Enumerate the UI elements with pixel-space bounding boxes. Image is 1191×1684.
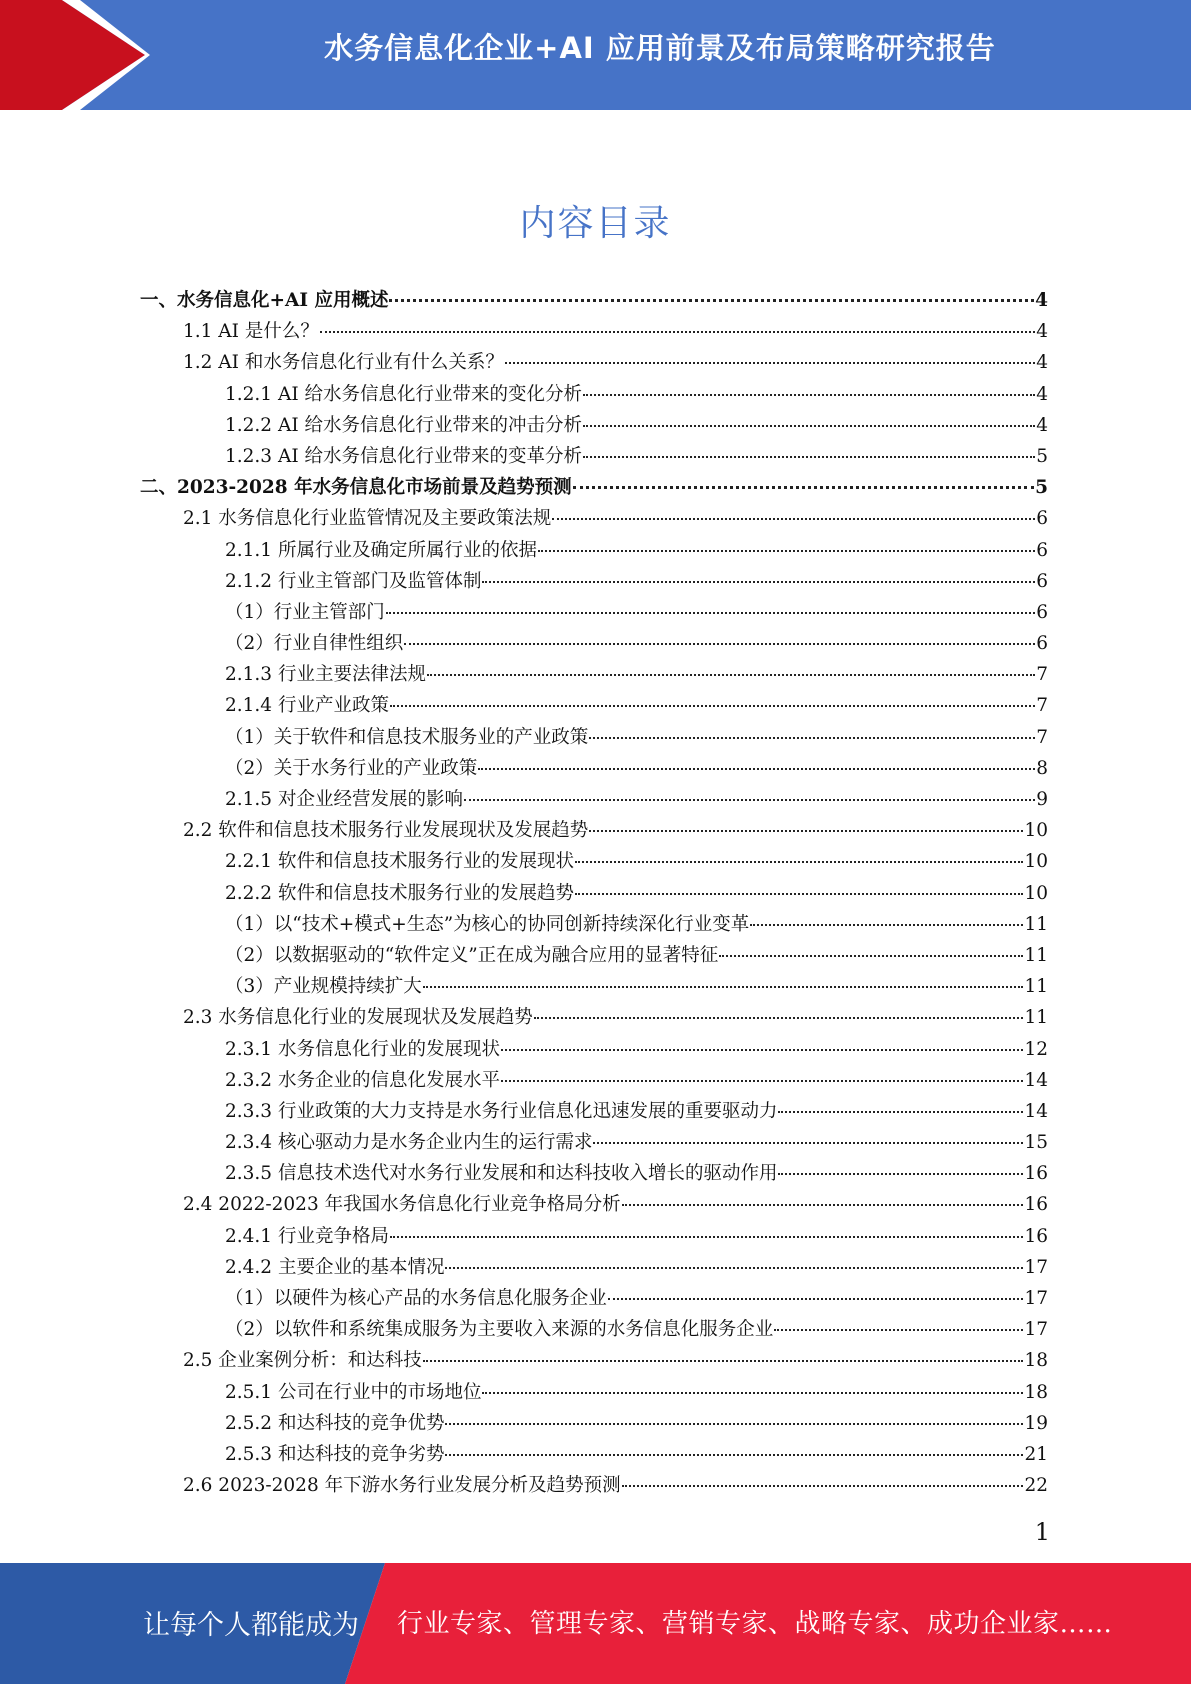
toc-entry-label: 2.4.2 主要企业的基本情况 — [225, 1256, 445, 1278]
toc-entry[interactable] — [140, 597, 1048, 628]
toc-dot-leader — [778, 1173, 1023, 1175]
toc-entry[interactable] — [140, 1221, 1048, 1252]
toc-entry[interactable] — [140, 971, 1048, 1002]
toc-entry-page: 17 — [1024, 1288, 1048, 1309]
toc-entry[interactable] — [140, 659, 1048, 690]
toc-entry[interactable] — [140, 1158, 1048, 1189]
toc-dot-leader — [482, 1392, 1023, 1394]
toc-entry[interactable] — [140, 1034, 1048, 1065]
toc-dot-leader — [583, 394, 1035, 396]
toc-entry[interactable] — [140, 940, 1048, 971]
toc-entry[interactable] — [140, 628, 1048, 659]
toc-dot-leader — [608, 1298, 1024, 1300]
report-header — [0, 0, 1191, 110]
toc-entry-page: 7 — [1036, 726, 1048, 748]
toc-title: 内容目录 — [519, 203, 672, 244]
toc-dot-leader — [445, 1423, 1023, 1425]
table-of-contents — [140, 285, 1048, 1501]
toc-dot-leader — [445, 1454, 1023, 1456]
toc-entry-label: 2.4 2022-2023 年我国水务信息化行业竞争格局分析 — [183, 1194, 621, 1216]
toc-entry-page: 6 — [1036, 601, 1048, 623]
toc-entry[interactable] — [140, 535, 1048, 566]
toc-entry-label: 2.3.5 信息技术迭代对水务行业发展和和达科技收入增长的驱动作用 — [225, 1163, 778, 1185]
toc-entry[interactable] — [140, 690, 1048, 721]
toc-dot-leader — [423, 1360, 1024, 1362]
toc-dot-leader — [575, 893, 1023, 895]
toc-entry-label: （2）以软件和系统集成服务为主要收入来源的水务信息化服务企业 — [225, 1319, 774, 1341]
toc-entry-label: 1.2.2 AI 给水务信息化行业带来的冲击分析 — [225, 414, 583, 436]
toc-dot-leader — [464, 799, 1035, 801]
toc-entry-label: 2.3.4 核心驱动力是水务企业内生的运行需求 — [225, 1132, 593, 1154]
page-number: 1 — [1034, 1518, 1050, 1546]
toc-entry-page: 17 — [1024, 1256, 1048, 1278]
toc-dot-leader — [593, 1142, 1023, 1144]
toc-dot-leader — [390, 705, 1035, 707]
toc-entry-page: 11 — [1024, 1007, 1048, 1029]
toc-entry-label: 1.2 AI 和水务信息化行业有什么关系？ — [183, 352, 504, 374]
toc-entry-page: 19 — [1024, 1412, 1048, 1434]
toc-entry-page: 10 — [1024, 851, 1048, 873]
toc-entry-page: 6 — [1036, 508, 1048, 530]
toc-dot-leader — [589, 737, 1035, 739]
toc-entry[interactable] — [140, 1252, 1048, 1283]
toc-entry-label: （2）关于水务行业的产业政策 — [225, 757, 478, 779]
toc-entry-page: 8 — [1036, 757, 1048, 779]
toc-entry-label: （3）产业规模持续扩大 — [225, 976, 422, 998]
toc-dot-leader — [478, 768, 1035, 770]
toc-dot-leader — [427, 674, 1035, 676]
toc-entry-page: 17 — [1024, 1319, 1048, 1341]
toc-dot-leader — [750, 924, 1023, 926]
toc-entry[interactable] — [140, 1189, 1048, 1220]
toc-dot-leader — [501, 1049, 1023, 1051]
toc-entry-page: 16 — [1024, 1194, 1048, 1216]
toc-entry[interactable] — [140, 1408, 1048, 1439]
toc-entry-page: 22 — [1024, 1475, 1048, 1497]
toc-dot-leader — [583, 456, 1035, 458]
toc-dot-leader — [583, 425, 1035, 427]
toc-entry[interactable] — [140, 909, 1048, 940]
toc-entry[interactable] — [140, 1470, 1048, 1501]
toc-entry-page: 15 — [1024, 1132, 1048, 1154]
toc-dot-leader — [423, 986, 1024, 988]
toc-entry-label: （2）行业自律性组织 — [225, 633, 404, 655]
toc-entry-label: 2.5 企业案例分析：和达科技 — [183, 1350, 422, 1372]
toc-entry[interactable] — [140, 1439, 1048, 1470]
toc-entry-label: 2.2.1 软件和信息技术服务行业的发展现状 — [225, 851, 574, 873]
toc-entry-label: 2.5.1 公司在行业中的市场地位 — [225, 1381, 482, 1403]
toc-entry-label: 2.1.4 行业产业政策 — [225, 695, 389, 717]
toc-dot-leader — [575, 861, 1023, 863]
toc-entry-page: 12 — [1024, 1038, 1048, 1060]
toc-entry-page: 14 — [1024, 1069, 1048, 1091]
toc-entry-page: 10 — [1024, 820, 1048, 842]
toc-entry-page: 7 — [1036, 664, 1048, 686]
toc-entry[interactable] — [140, 285, 1048, 316]
toc-entry[interactable] — [140, 503, 1048, 534]
toc-entry-label: （1）以硬件为核心产品的水务信息化服务企业 — [225, 1288, 607, 1309]
toc-entry-page: 5 — [1035, 477, 1048, 499]
toc-entry-page: 9 — [1036, 789, 1048, 810]
toc-dot-leader — [534, 1017, 1024, 1019]
toc-entry-label: （1）以“技术+模式+生态”为核心的协同创新持续深化行业变革 — [225, 913, 750, 935]
toc-entry-label: 2.3 水务信息化行业的发展现状及发展趋势 — [183, 1007, 533, 1029]
toc-entry-page: 16 — [1024, 1163, 1048, 1185]
toc-entry[interactable] — [140, 1283, 1048, 1314]
toc-entry-label: 2.1 水务信息化行业监管情况及主要政策法规 — [183, 508, 552, 530]
toc-entry[interactable] — [140, 1127, 1048, 1158]
toc-dot-leader — [719, 955, 1023, 957]
toc-dot-leader — [505, 362, 1035, 364]
toc-entry[interactable] — [140, 472, 1048, 503]
toc-entry-label: 1.2.3 AI 给水务信息化行业带来的变革分析 — [225, 445, 583, 467]
toc-dot-leader — [501, 1080, 1023, 1082]
footer-slogan-right: 行业专家、管理专家、营销专家、战略专家、成功企业家…… — [397, 1609, 1113, 1639]
toc-entry-page: 4 — [1036, 321, 1048, 343]
toc-dot-leader — [320, 331, 1035, 333]
toc-dot-leader — [390, 1236, 1023, 1238]
toc-entry-label: 2.1.2 行业主管部门及监管体制 — [225, 570, 482, 592]
toc-dot-leader — [389, 299, 1034, 302]
toc-entry-page: 18 — [1024, 1381, 1048, 1403]
toc-entry[interactable] — [140, 784, 1048, 815]
toc-entry[interactable] — [140, 722, 1048, 753]
toc-entry-page: 7 — [1036, 695, 1048, 717]
toc-entry-label: 一、水务信息化+AI 应用概述 — [140, 290, 389, 311]
toc-entry-label: （1）行业主管部门 — [225, 601, 385, 623]
toc-entry-label: 2.6 2023-2028 年下游水务行业发展分析及趋势预测 — [183, 1475, 621, 1497]
toc-entry-label: 1.1 AI 是什么？ — [183, 321, 319, 343]
toc-entry-label: 2.4.1 行业竞争格局 — [225, 1225, 389, 1247]
toc-entry-label: 2.1.5 对企业经营发展的影响 — [225, 789, 463, 810]
toc-entry-page: 18 — [1024, 1350, 1048, 1372]
toc-entry-page: 4 — [1035, 290, 1048, 311]
toc-entry-label: 2.2.2 软件和信息技术服务行业的发展趋势 — [225, 882, 574, 904]
footer-slogan-left: 让每个人都能成为 — [143, 1610, 359, 1641]
toc-entry-page: 4 — [1036, 352, 1048, 374]
toc-entry[interactable] — [140, 1314, 1048, 1345]
toc-dot-leader — [538, 550, 1035, 552]
toc-entry-page: 4 — [1036, 383, 1048, 405]
toc-entry-page: 11 — [1024, 976, 1048, 998]
toc-entry[interactable] — [140, 566, 1048, 597]
toc-entry-page: 10 — [1024, 882, 1048, 904]
toc-entry-label: 2.5.2 和达科技的竞争优势 — [225, 1412, 445, 1434]
toc-entry-page: 6 — [1036, 539, 1048, 561]
toc-entry[interactable] — [140, 1002, 1048, 1033]
toc-dot-leader — [774, 1329, 1023, 1331]
toc-dot-leader — [589, 830, 1023, 832]
toc-entry-label: 2.1.1 所属行业及确定所属行业的依据 — [225, 539, 537, 561]
toc-entry[interactable] — [140, 379, 1048, 410]
toc-entry-page: 5 — [1036, 445, 1048, 467]
toc-entry[interactable] — [140, 878, 1048, 909]
toc-entry-page: 16 — [1024, 1225, 1048, 1247]
toc-entry[interactable] — [140, 1096, 1048, 1127]
toc-dot-leader — [622, 1485, 1024, 1487]
toc-entry-label: 2.5.3 和达科技的竞争劣势 — [225, 1443, 445, 1465]
toc-entry[interactable] — [140, 441, 1048, 472]
toc-entry-label: 2.3.2 水务企业的信息化发展水平 — [225, 1069, 500, 1091]
toc-entry[interactable] — [140, 1377, 1048, 1408]
toc-dot-leader — [404, 643, 1035, 645]
toc-entry-label: 二、2023-2028 年水务信息化市场前景及趋势预测 — [140, 477, 572, 499]
report-title: 水务信息化企业+AI 应用前景及布局策略研究报告 — [324, 31, 996, 65]
toc-entry-page: 14 — [1024, 1100, 1048, 1122]
toc-entry-label: 2.3.3 行业政策的大力支持是水务行业信息化迅速发展的重要驱动力 — [225, 1100, 778, 1122]
toc-entry-label: 2.2 软件和信息技术服务行业发展现状及发展趋势 — [183, 820, 589, 842]
toc-dot-leader — [778, 1111, 1023, 1113]
toc-entry-page: 21 — [1024, 1443, 1048, 1465]
toc-entry-page: 6 — [1036, 570, 1048, 592]
toc-entry[interactable] — [140, 846, 1048, 877]
toc-entry-page: 11 — [1024, 913, 1048, 935]
toc-entry-page: 11 — [1024, 944, 1048, 966]
toc-entry[interactable] — [140, 316, 1048, 347]
toc-entry-label: （2）以数据驱动的“软件定义”正在成为融合应用的显著特征 — [225, 944, 719, 966]
toc-dot-leader — [622, 1204, 1024, 1206]
toc-entry[interactable] — [140, 347, 1048, 378]
toc-dot-leader — [386, 612, 1035, 614]
toc-entry-page: 6 — [1036, 633, 1048, 655]
toc-entry-label: 1.2.1 AI 给水务信息化行业带来的变化分析 — [225, 383, 583, 405]
toc-dot-leader — [552, 518, 1035, 520]
footer-banner — [0, 1563, 1191, 1684]
toc-dot-leader — [573, 486, 1035, 489]
toc-entry-page: 4 — [1036, 414, 1048, 436]
toc-entry[interactable] — [140, 1345, 1048, 1376]
toc-entry[interactable] — [140, 815, 1048, 846]
toc-entry[interactable] — [140, 753, 1048, 784]
toc-entry[interactable] — [140, 410, 1048, 441]
toc-entry-label: 2.3.1 水务信息化行业的发展现状 — [225, 1038, 500, 1060]
toc-dot-leader — [482, 581, 1035, 583]
toc-dot-leader — [445, 1267, 1023, 1269]
toc-entry[interactable] — [140, 1065, 1048, 1096]
toc-entry-label: （1）关于软件和信息技术服务业的产业政策 — [225, 726, 589, 748]
toc-entry-label: 2.1.3 行业主要法律法规 — [225, 664, 426, 686]
